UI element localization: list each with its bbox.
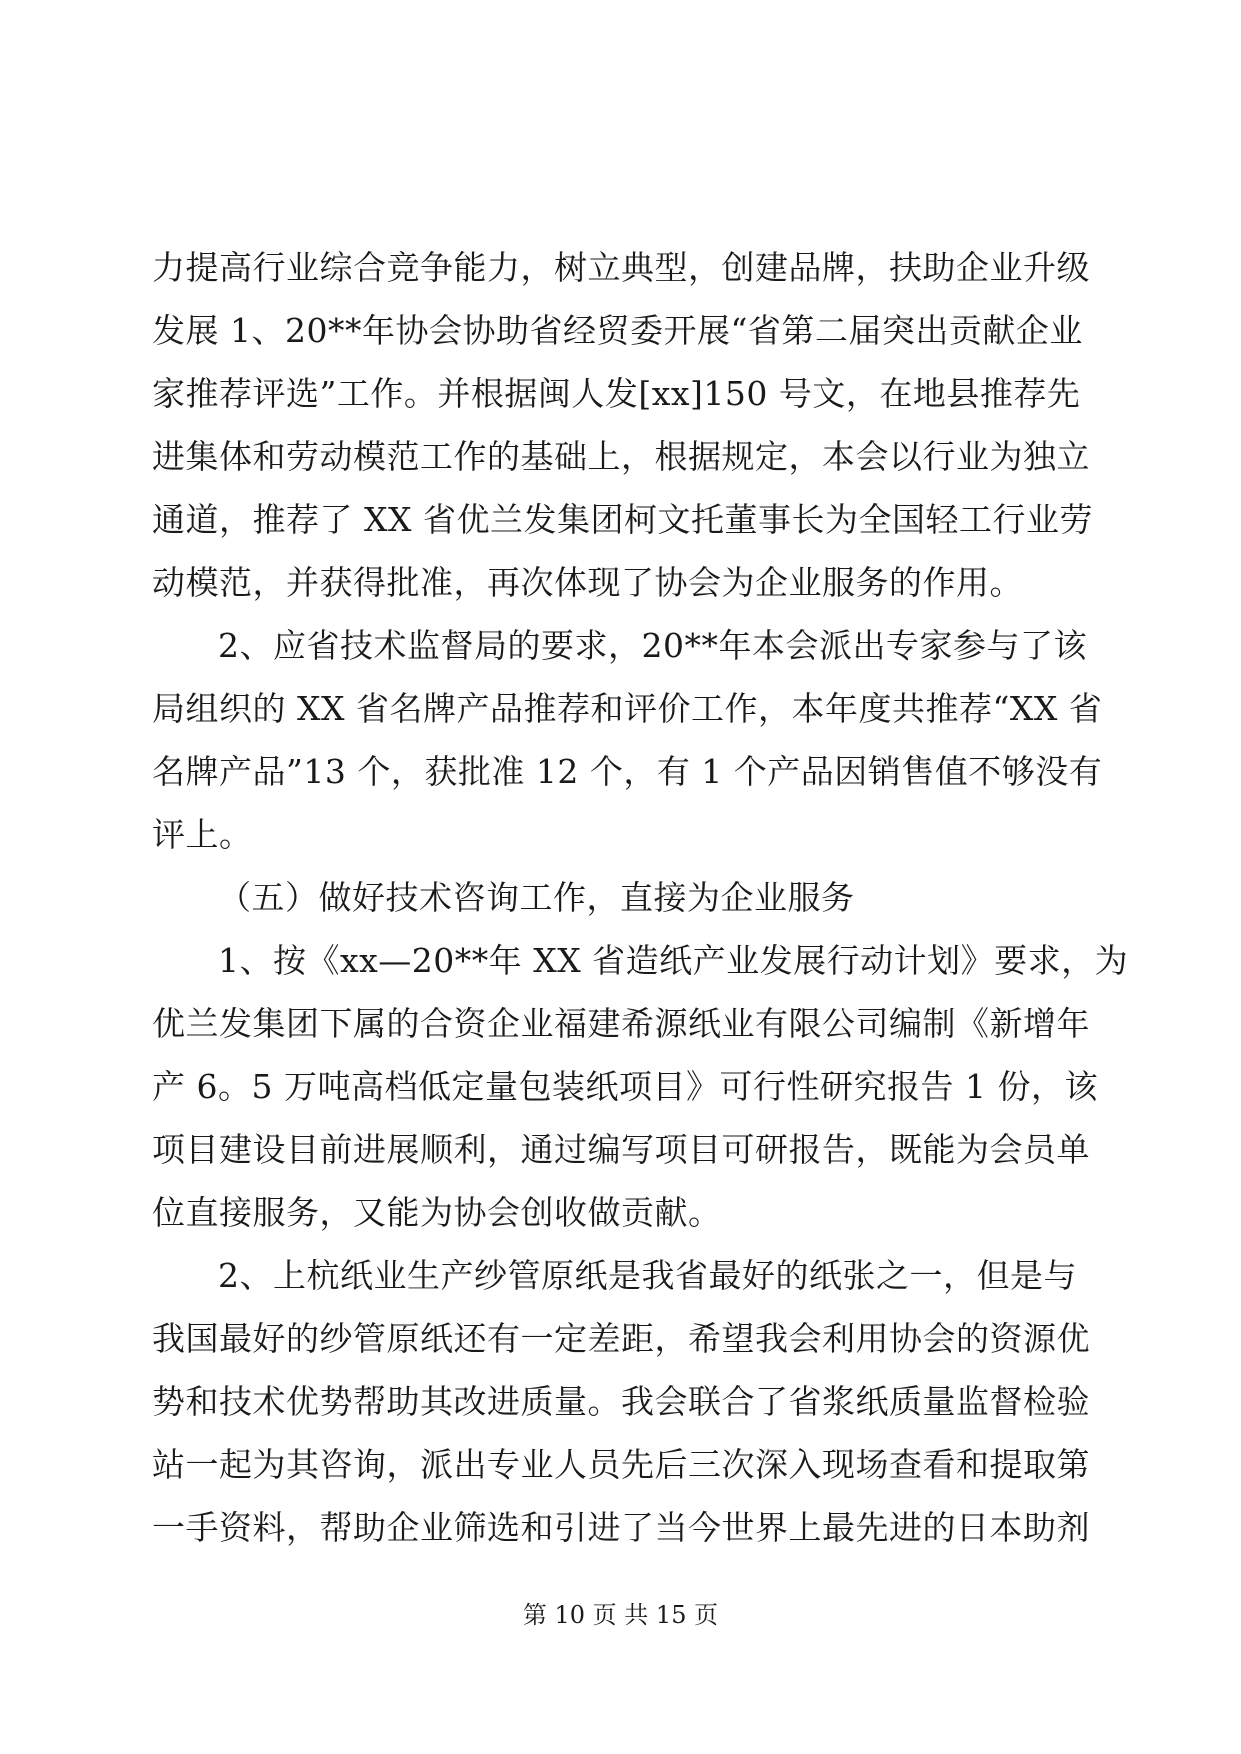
- text-line: 通道，推荐了 XX 省优兰发集团柯文托董事长为全国轻工行业劳: [152, 500, 1093, 539]
- text-line: 进集体和劳动模范工作的基础上，根据规定，本会以行业为独立: [152, 437, 1090, 476]
- paragraph-start-line: 2、上杭纸业生产纱管原纸是我省最好的纸张之一，但是与: [218, 1256, 1077, 1295]
- text-line: 局组织的 XX 省名牌产品推荐和评价工作，本年度共推荐“XX 省: [152, 689, 1103, 728]
- text-line: 发展 1、20**年协会协助省经贸委开展“省第二届突出贡献企业: [152, 311, 1083, 350]
- text-line: 位直接服务，又能为协会创收做贡献。: [152, 1193, 722, 1232]
- text-line: 名牌产品”13 个，获批准 12 个，有 1 个产品因销售值不够没有: [152, 752, 1103, 791]
- text-line: 评上。: [152, 815, 253, 854]
- text-line: 项目建设目前进展顺利，通过编写项目可研报告，既能为会员单: [152, 1130, 1090, 1169]
- body-text: [152, 236, 1129, 1559]
- paragraph-start-line: 2、应省技术监督局的要求，20**年本会派出专家参与了该: [218, 626, 1087, 665]
- text-line: 产 6。5 万吨高档低定量包装纸项目》可行性研究报告 1 份，该: [152, 1067, 1098, 1106]
- text-line: 动模范，并获得批准，再次体现了协会为企业服务的作用。: [152, 563, 1023, 602]
- text-line: 力提高行业综合竞争能力，树立典型，创建品牌，扶助企业升级: [152, 248, 1090, 287]
- text-line: 我国最好的纱管原纸还有一定差距，希望我会利用协会的资源优: [152, 1319, 1090, 1358]
- paragraph-start-line: 1、按《xx—20**年 XX 省造纸产业发展行动计划》要求，为: [218, 941, 1129, 980]
- text-line: 优兰发集团下属的合资企业福建希源纸业有限公司编制《新增年: [152, 1004, 1090, 1043]
- text-line: 家推荐评选”工作。并根据闽人发[xx]150 号文，在地县推荐先: [152, 374, 1081, 413]
- text-line: 势和技术优势帮助其改进质量。我会联合了省浆纸质量监督检验: [152, 1382, 1090, 1421]
- text-line: 站一起为其咨询，派出专业人员先后三次深入现场查看和提取第: [152, 1445, 1090, 1484]
- page-number-footer: 第 10 页 共 15 页: [522, 1601, 719, 1629]
- text-line: 一手资料，帮助企业筛选和引进了当今世界上最先进的日本助剂: [152, 1508, 1090, 1547]
- section-heading: （五）做好技术咨询工作，直接为企业服务: [218, 878, 855, 917]
